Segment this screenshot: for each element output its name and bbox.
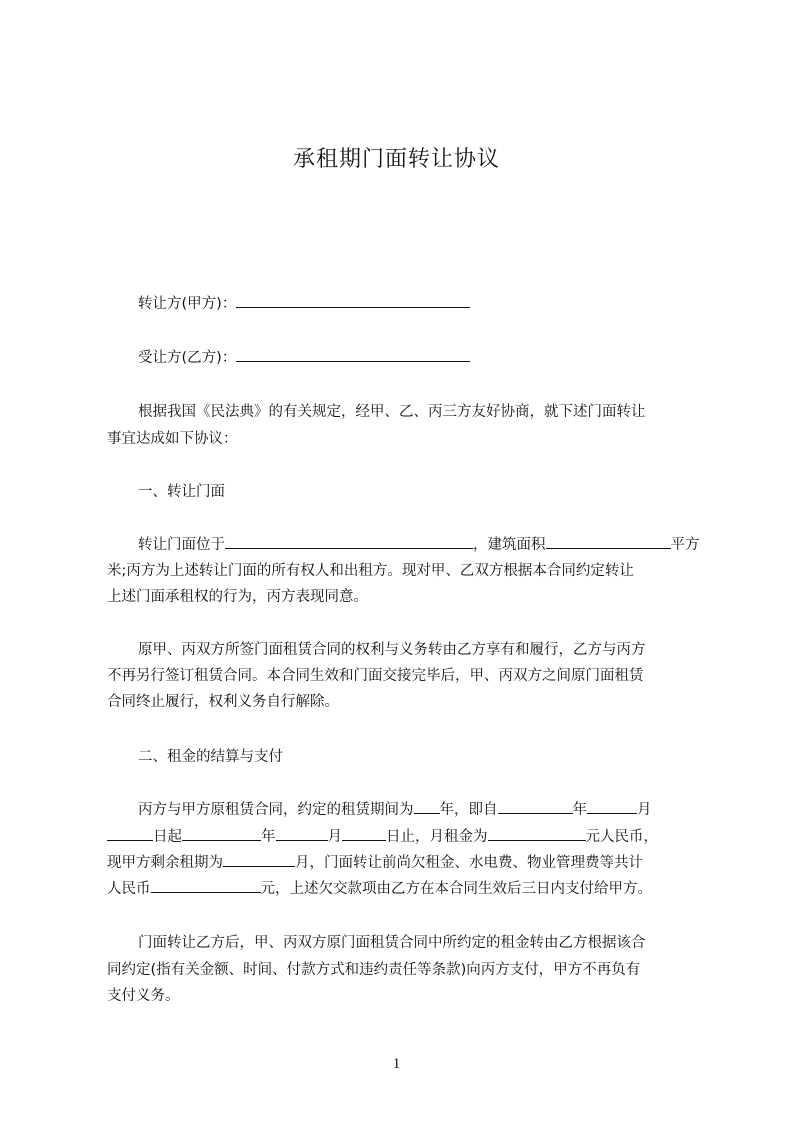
arrears-amount-blank bbox=[151, 878, 261, 893]
intro-line-1: 根据我国《民法典》的有关规定，经甲、乙、丙三方友好协商，就下述门面转让 bbox=[138, 404, 646, 420]
text-segment: 年 bbox=[261, 829, 276, 845]
section2-p2-line-1: 门面转让乙方后，甲、丙双方原门面租赁合同中所约定的租金转由乙方根据该合 bbox=[138, 935, 646, 951]
section1-p1-line-1 bbox=[138, 533, 730, 554]
section1-heading: 一、转让门面 bbox=[138, 484, 225, 500]
section1-p1-line-2: 米;丙方为上述转让门面的所有权人和出租方。现对甲、乙双方根据本合同约定转让 bbox=[107, 563, 634, 579]
text-segment: 元人民币， bbox=[585, 829, 658, 845]
section1-p2-line-2: 不再另行签订租赁合同。本合同生效和门面交接完毕后，甲、丙双方之间原门面租赁 bbox=[107, 668, 644, 684]
text-segment: 月 bbox=[327, 829, 342, 845]
start-year-blank bbox=[498, 799, 573, 814]
text-segment: 日止，月租金为 bbox=[386, 829, 488, 845]
section2-p2-line-2: 同约定(指有关金额、时间、付款方式和违约责任等条款)向丙方支付，甲方不再负有 bbox=[107, 962, 641, 978]
section2-p1-line-2 bbox=[107, 825, 699, 846]
text-segment: 平方 bbox=[670, 537, 700, 553]
text-segment: 转让门面位于 bbox=[138, 537, 225, 553]
page-number: 1 bbox=[392, 1056, 401, 1072]
end-month-blank bbox=[276, 826, 328, 841]
party-b-blank bbox=[236, 347, 470, 362]
start-day-blank bbox=[107, 826, 153, 841]
section1-p1-line-3: 上述门面承租权的行为，丙方表现同意。 bbox=[107, 589, 368, 605]
text-segment: 现甲方剩余租期为 bbox=[107, 855, 223, 871]
area-blank bbox=[546, 534, 671, 549]
remaining-term-blank bbox=[223, 852, 295, 867]
section1-p2-line-1: 原甲、丙双方所签门面租赁合同的权利与义务转由乙方享有和履行，乙方与丙方 bbox=[138, 642, 646, 658]
section1-p2-line-3: 合同终止履行，权利义务自行解除。 bbox=[107, 694, 339, 710]
intro-line-2: 事宜达成如下协议： bbox=[107, 431, 238, 447]
section2-p1-line-4 bbox=[107, 877, 699, 898]
document-title: 承租期门面转让协议 bbox=[292, 147, 500, 172]
party-a-label: 转让方(甲方)： bbox=[138, 296, 237, 312]
text-segment: 丙方与甲方原租赁合同，约定的租赁期间为 bbox=[138, 802, 414, 818]
text-segment: 元，上述欠交款项由乙方在本合同生效后三日内支付给甲方。 bbox=[260, 881, 652, 897]
text-segment: 年 bbox=[572, 802, 587, 818]
location-blank bbox=[225, 534, 473, 549]
party-a-blank bbox=[236, 293, 470, 308]
monthly-rent-blank bbox=[488, 826, 586, 841]
party-a-line bbox=[138, 292, 730, 313]
end-year-blank bbox=[182, 826, 261, 841]
term-years-blank bbox=[414, 799, 440, 814]
text-segment: 年，即自 bbox=[439, 802, 498, 818]
party-b-label: 受让方(乙方)： bbox=[138, 350, 237, 366]
party-b-line bbox=[138, 346, 730, 367]
text-segment: 月 bbox=[637, 802, 652, 818]
section2-p1-line-3 bbox=[107, 851, 699, 872]
section2-p2-line-3: 支付义务。 bbox=[107, 988, 180, 1004]
text-segment: 日起 bbox=[153, 829, 182, 845]
end-day-blank bbox=[342, 826, 386, 841]
section2-p1-line-1 bbox=[138, 798, 730, 819]
text-segment: ，建筑面积 bbox=[473, 537, 546, 553]
start-month-blank bbox=[587, 799, 637, 814]
text-segment: 人民币 bbox=[107, 881, 151, 897]
section2-heading: 二、租金的结算与支付 bbox=[138, 749, 283, 765]
text-segment: 月，门面转让前尚欠租金、水电费、物业管理费等共计 bbox=[295, 855, 643, 871]
